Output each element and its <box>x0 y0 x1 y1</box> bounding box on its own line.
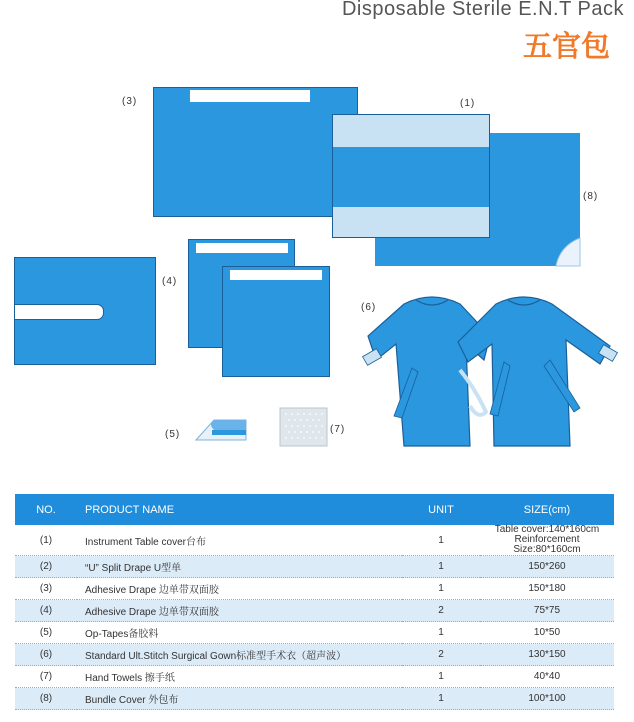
item-label-3: (3) <box>122 96 138 107</box>
row-size <box>480 525 614 556</box>
row-size: 150*180 <box>480 578 614 600</box>
surgical-gown-icon-front <box>458 297 617 446</box>
page-title-chinese: 五官包 <box>522 29 610 63</box>
table-row <box>15 688 614 710</box>
row-size: 75*75 <box>480 600 614 622</box>
row-unit: 2 <box>402 600 480 622</box>
column-header-size: SIZE(cm) <box>480 494 614 525</box>
row-unit: 1 <box>402 525 480 556</box>
row-no: (2) <box>15 556 77 578</box>
table-row <box>15 622 614 644</box>
row-size: 40*40 <box>480 666 614 688</box>
column-header-no: NO. <box>15 494 77 525</box>
row-no: (7) <box>15 666 77 688</box>
item-label-7: (7) <box>330 424 346 435</box>
row-product-name: Hand Towels 擦手纸 <box>77 666 402 688</box>
table-row <box>15 600 614 622</box>
item-label-8: (8) <box>583 191 599 202</box>
table-row <box>15 556 614 578</box>
row-product-name: Bundle Cover 外包布 <box>77 688 402 710</box>
row-size: 100*100 <box>480 688 614 710</box>
row-unit: 1 <box>402 578 480 600</box>
row-product-name: Adhesive Drape 边单带双面胶 <box>77 600 402 622</box>
table-header-row <box>15 494 614 525</box>
table-row <box>15 666 614 688</box>
row-no: (4) <box>15 600 77 622</box>
row-product-name: Op-Tapes备胶料 <box>77 622 402 644</box>
table-row <box>15 578 614 600</box>
row-unit: 1 <box>402 688 480 710</box>
row-size: 150*260 <box>480 556 614 578</box>
item-label-4: (4) <box>162 276 178 287</box>
column-header-unit: UNIT <box>402 494 480 525</box>
product-spec-table <box>15 494 614 710</box>
row-unit: 1 <box>402 622 480 644</box>
row-product-name: Standard Ult.Stitch Surgical Gown标准型手术衣（超声波） <box>77 644 402 666</box>
table-row <box>15 525 614 556</box>
row-product-name: Adhesive Drape 边单带双面胶 <box>77 578 402 600</box>
row-no: (5) <box>15 622 77 644</box>
row-unit: 2 <box>402 644 480 666</box>
row-size-line-1: Table cover:140*160cm <box>494 524 600 535</box>
item-label-5: (5) <box>165 429 181 440</box>
op-tape-icon <box>196 420 246 440</box>
row-size: 130*150 <box>480 644 614 666</box>
row-unit: 1 <box>402 556 480 578</box>
surgical-gown-icon-back <box>363 297 490 446</box>
page-title: Disposable Sterile E.N.T Pack <box>341 0 624 20</box>
row-no: (1) <box>15 525 77 556</box>
item-label-6: (6) <box>361 302 377 313</box>
row-no: (6) <box>15 644 77 666</box>
row-size: 10*50 <box>480 622 614 644</box>
item-label-1: (1) <box>460 98 476 109</box>
hand-towel-icon <box>280 408 327 446</box>
table-row <box>15 644 614 666</box>
column-header-product-name: PRODUCT NAME <box>77 494 402 525</box>
row-product-name: “U” Split Drape U型单 <box>77 556 402 578</box>
row-no: (3) <box>15 578 77 600</box>
row-product-name: Instrument Table cover台布 <box>77 525 402 556</box>
row-size-line-2: Reinforcement Size:80*160cm <box>513 534 581 555</box>
row-no: (8) <box>15 688 77 710</box>
row-unit: 1 <box>402 666 480 688</box>
